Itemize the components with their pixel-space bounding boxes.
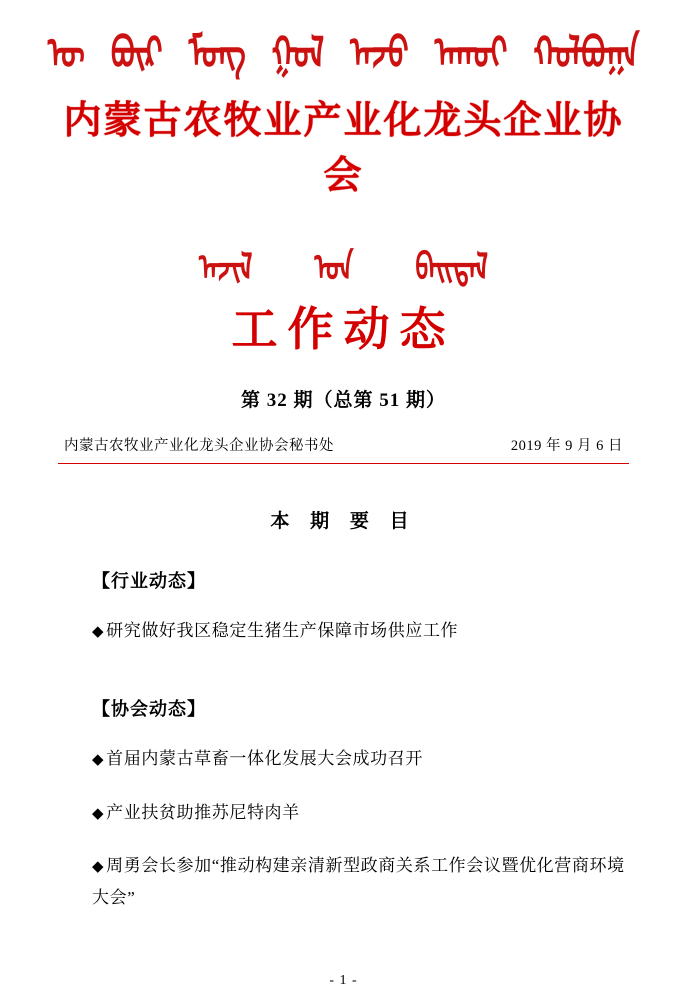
- diamond-bullet-icon: ◆: [92, 624, 105, 640]
- publication-date: 2019 年 9 月 6 日: [510, 438, 623, 454]
- page-number: - 1 -: [329, 973, 358, 988]
- section-heading: 【协会动态】: [92, 698, 206, 719]
- contents-entry-text: 研究做好我区稳定生猪生产保障市场供应工作: [106, 621, 459, 640]
- contents-entry[interactable]: [92, 797, 629, 829]
- contents-entry[interactable]: [92, 743, 629, 775]
- mongolian-glyph: ᠠᠬᠤᠢ: [434, 28, 508, 80]
- contents-entry-text: 周勇会长参加“推动构建亲清新型政商关系工作会议暨优化营商环境大会”: [92, 856, 625, 907]
- mongolian-glyph: ᠬᠣᠯᠪᠣᠭᠠ: [533, 28, 640, 80]
- diamond-bullet-icon: ◆: [92, 751, 105, 768]
- mongolian-glyph: ᠪᠦᠷ: [110, 28, 163, 80]
- diamond-bullet-icon: ◆: [92, 859, 105, 876]
- mongolian-glyph-row-top: [47, 28, 640, 80]
- section-heading: 【行业动态】: [92, 571, 206, 591]
- mongolian-glyph: ᠥ: [47, 28, 85, 80]
- diamond-bullet-icon: ◆: [92, 805, 105, 822]
- document-page: [0, 30, 687, 1007]
- mongolian-glyph: ᠮᠣᠩ: [188, 28, 246, 80]
- organization-title: 内蒙古农牧业产业化龙头企业协会: [63, 98, 624, 197]
- contents-entry-text: 首届内蒙古草畜一体化发展大会成功召开: [106, 748, 423, 768]
- masthead-divider: [58, 463, 629, 464]
- bulletin-title: 工作动态: [231, 302, 456, 356]
- contents-entry[interactable]: [92, 615, 629, 647]
- contents-title: 本 期 要 目: [270, 511, 417, 532]
- mongolian-glyph: ᠪᠠᠢᠳᠠᠯ: [415, 246, 489, 291]
- issue-number: 第 32 期（总第 51 期）: [240, 390, 446, 411]
- mongolian-header-mid: [58, 225, 629, 291]
- mongolian-header-top: [47, 28, 640, 80]
- contents-entry-text: 产业扶贫助推苏尼特肉羊: [106, 802, 300, 822]
- mongolian-glyph: ᠠᠵᠢᠯ: [198, 246, 253, 291]
- mongolian-glyph: ᠠᠵᠤ: [350, 28, 409, 80]
- mongolian-glyph: ᠤᠨ: [314, 246, 354, 291]
- mongolian-glyph-row-mid: [58, 225, 629, 291]
- mongolian-glyph: ᠭᠣᠯ: [271, 28, 325, 80]
- contents-section-industry: [58, 567, 629, 647]
- publisher-department: 内蒙古农牧业产业化龙头企业协会秘书处: [64, 438, 334, 454]
- contents-entry[interactable]: [92, 850, 629, 913]
- contents-section-association: [58, 695, 629, 914]
- masthead-meta-row: [58, 434, 629, 455]
